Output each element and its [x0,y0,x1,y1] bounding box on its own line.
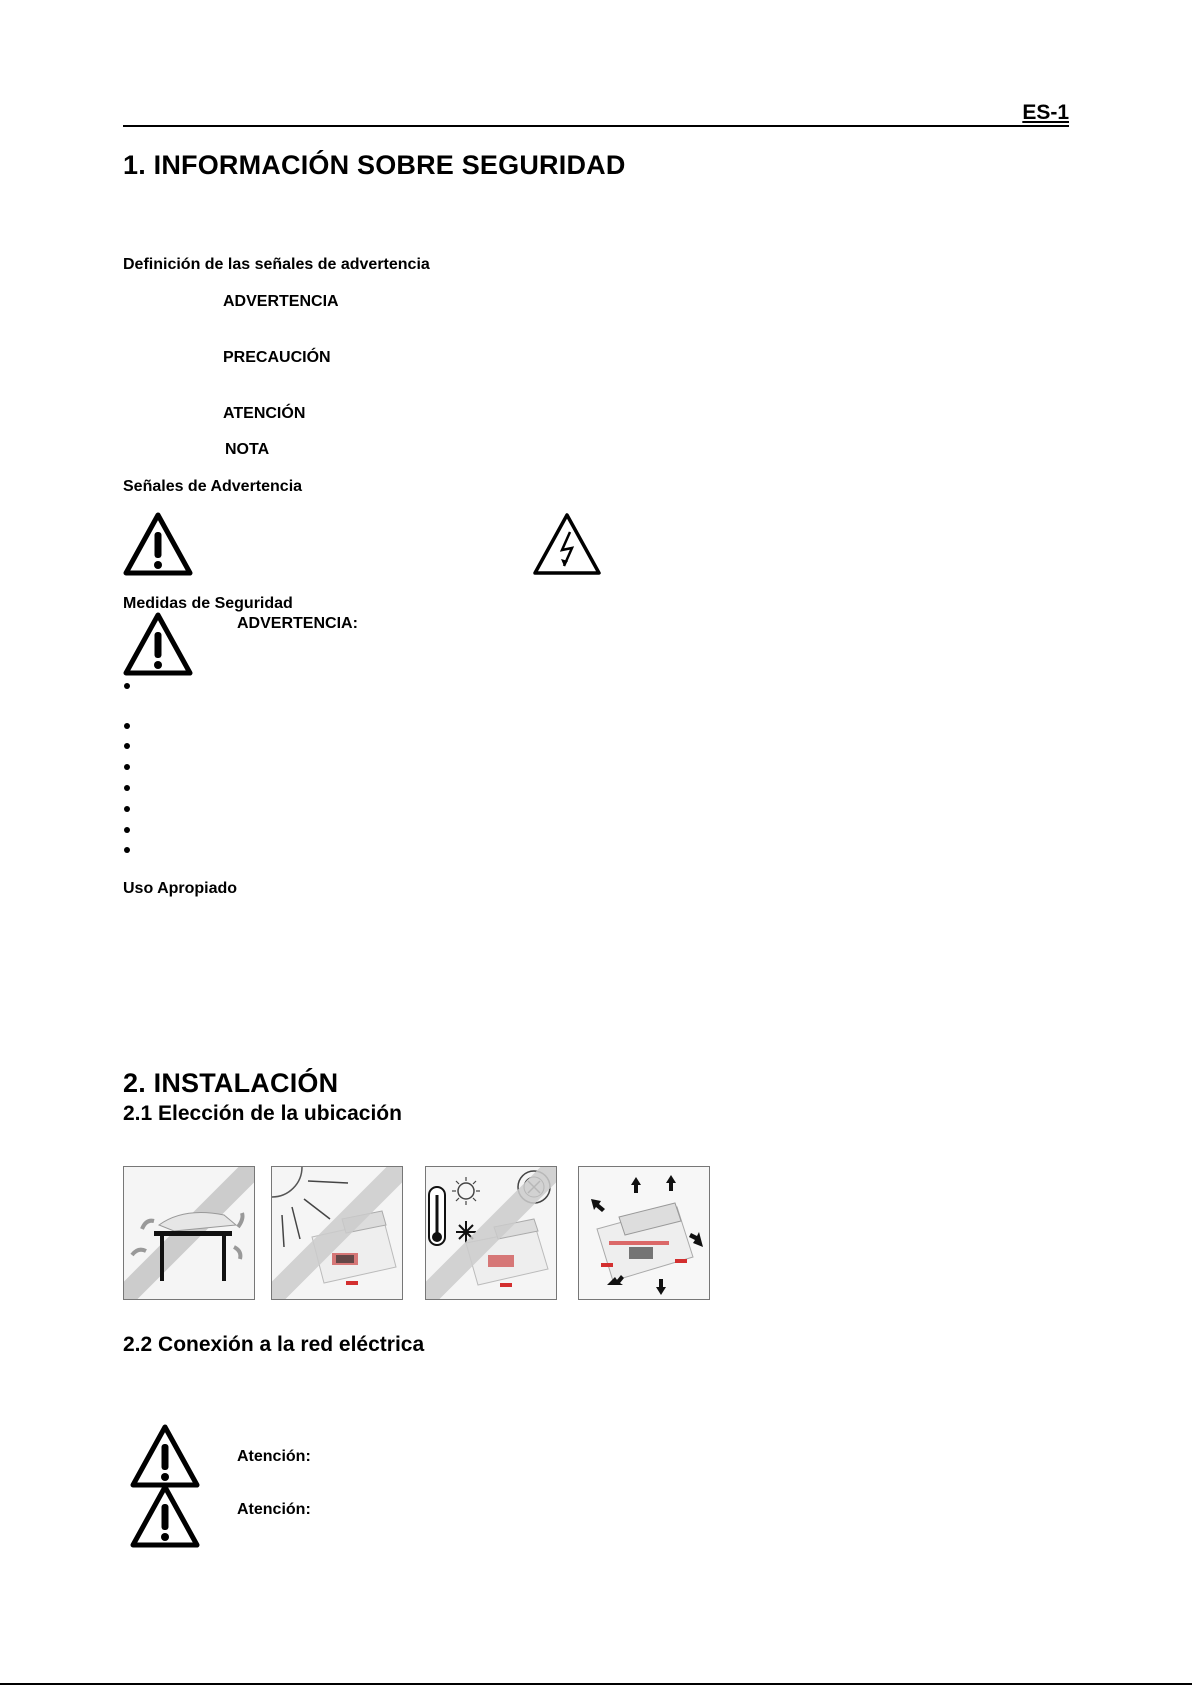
subsection-power-title: 2.2 Conexión a la red eléctrica [123,1333,425,1356]
electrical-hazard-icon [532,512,602,576]
safety-measures-heading: Medidas de Seguridad [123,595,293,612]
page-number: ES-1 [1022,101,1069,124]
section-2-title: 2. INSTALACIÓN [123,1068,339,1098]
bullet-point [124,764,130,770]
attention-warning-icon [130,1484,200,1548]
bullet-point [124,785,130,791]
bullet-point [124,723,130,729]
safety-warning-icon [123,612,193,676]
bullet-point [124,806,130,812]
unstable-table-image [123,1166,255,1300]
header-rule [123,125,1069,127]
signal-word-warning: ADVERTENCIA [223,293,339,310]
proper-use-heading: Uso Apropiado [123,880,238,897]
signal-word-note: NOTA [225,441,270,458]
sunlight-image [271,1166,403,1300]
subsection-location-title: 2.1 Elección de la ubicación [123,1102,402,1125]
general-warning-icon [123,512,193,576]
clearance-image [578,1166,710,1300]
attention-label: Atención: [237,1501,311,1518]
bullet-point [124,827,130,833]
definitions-heading: Definición de las señales de advertencia [123,256,430,273]
bullet-point [124,743,130,749]
warning-signs-heading: Señales de Advertencia [123,478,303,495]
section-1-title: 1. INFORMACIÓN SOBRE SEGURIDAD [123,150,626,180]
safety-warning-label: ADVERTENCIA: [237,615,358,632]
signal-word-caution: PRECAUCIÓN [223,349,331,366]
bullet-point [124,683,130,689]
attention-warning-icon [130,1424,200,1488]
temperature-draft-image [425,1166,557,1300]
bullet-point [124,847,130,853]
attention-label: Atención: [237,1448,311,1465]
signal-word-attention: ATENCIÓN [223,405,306,422]
